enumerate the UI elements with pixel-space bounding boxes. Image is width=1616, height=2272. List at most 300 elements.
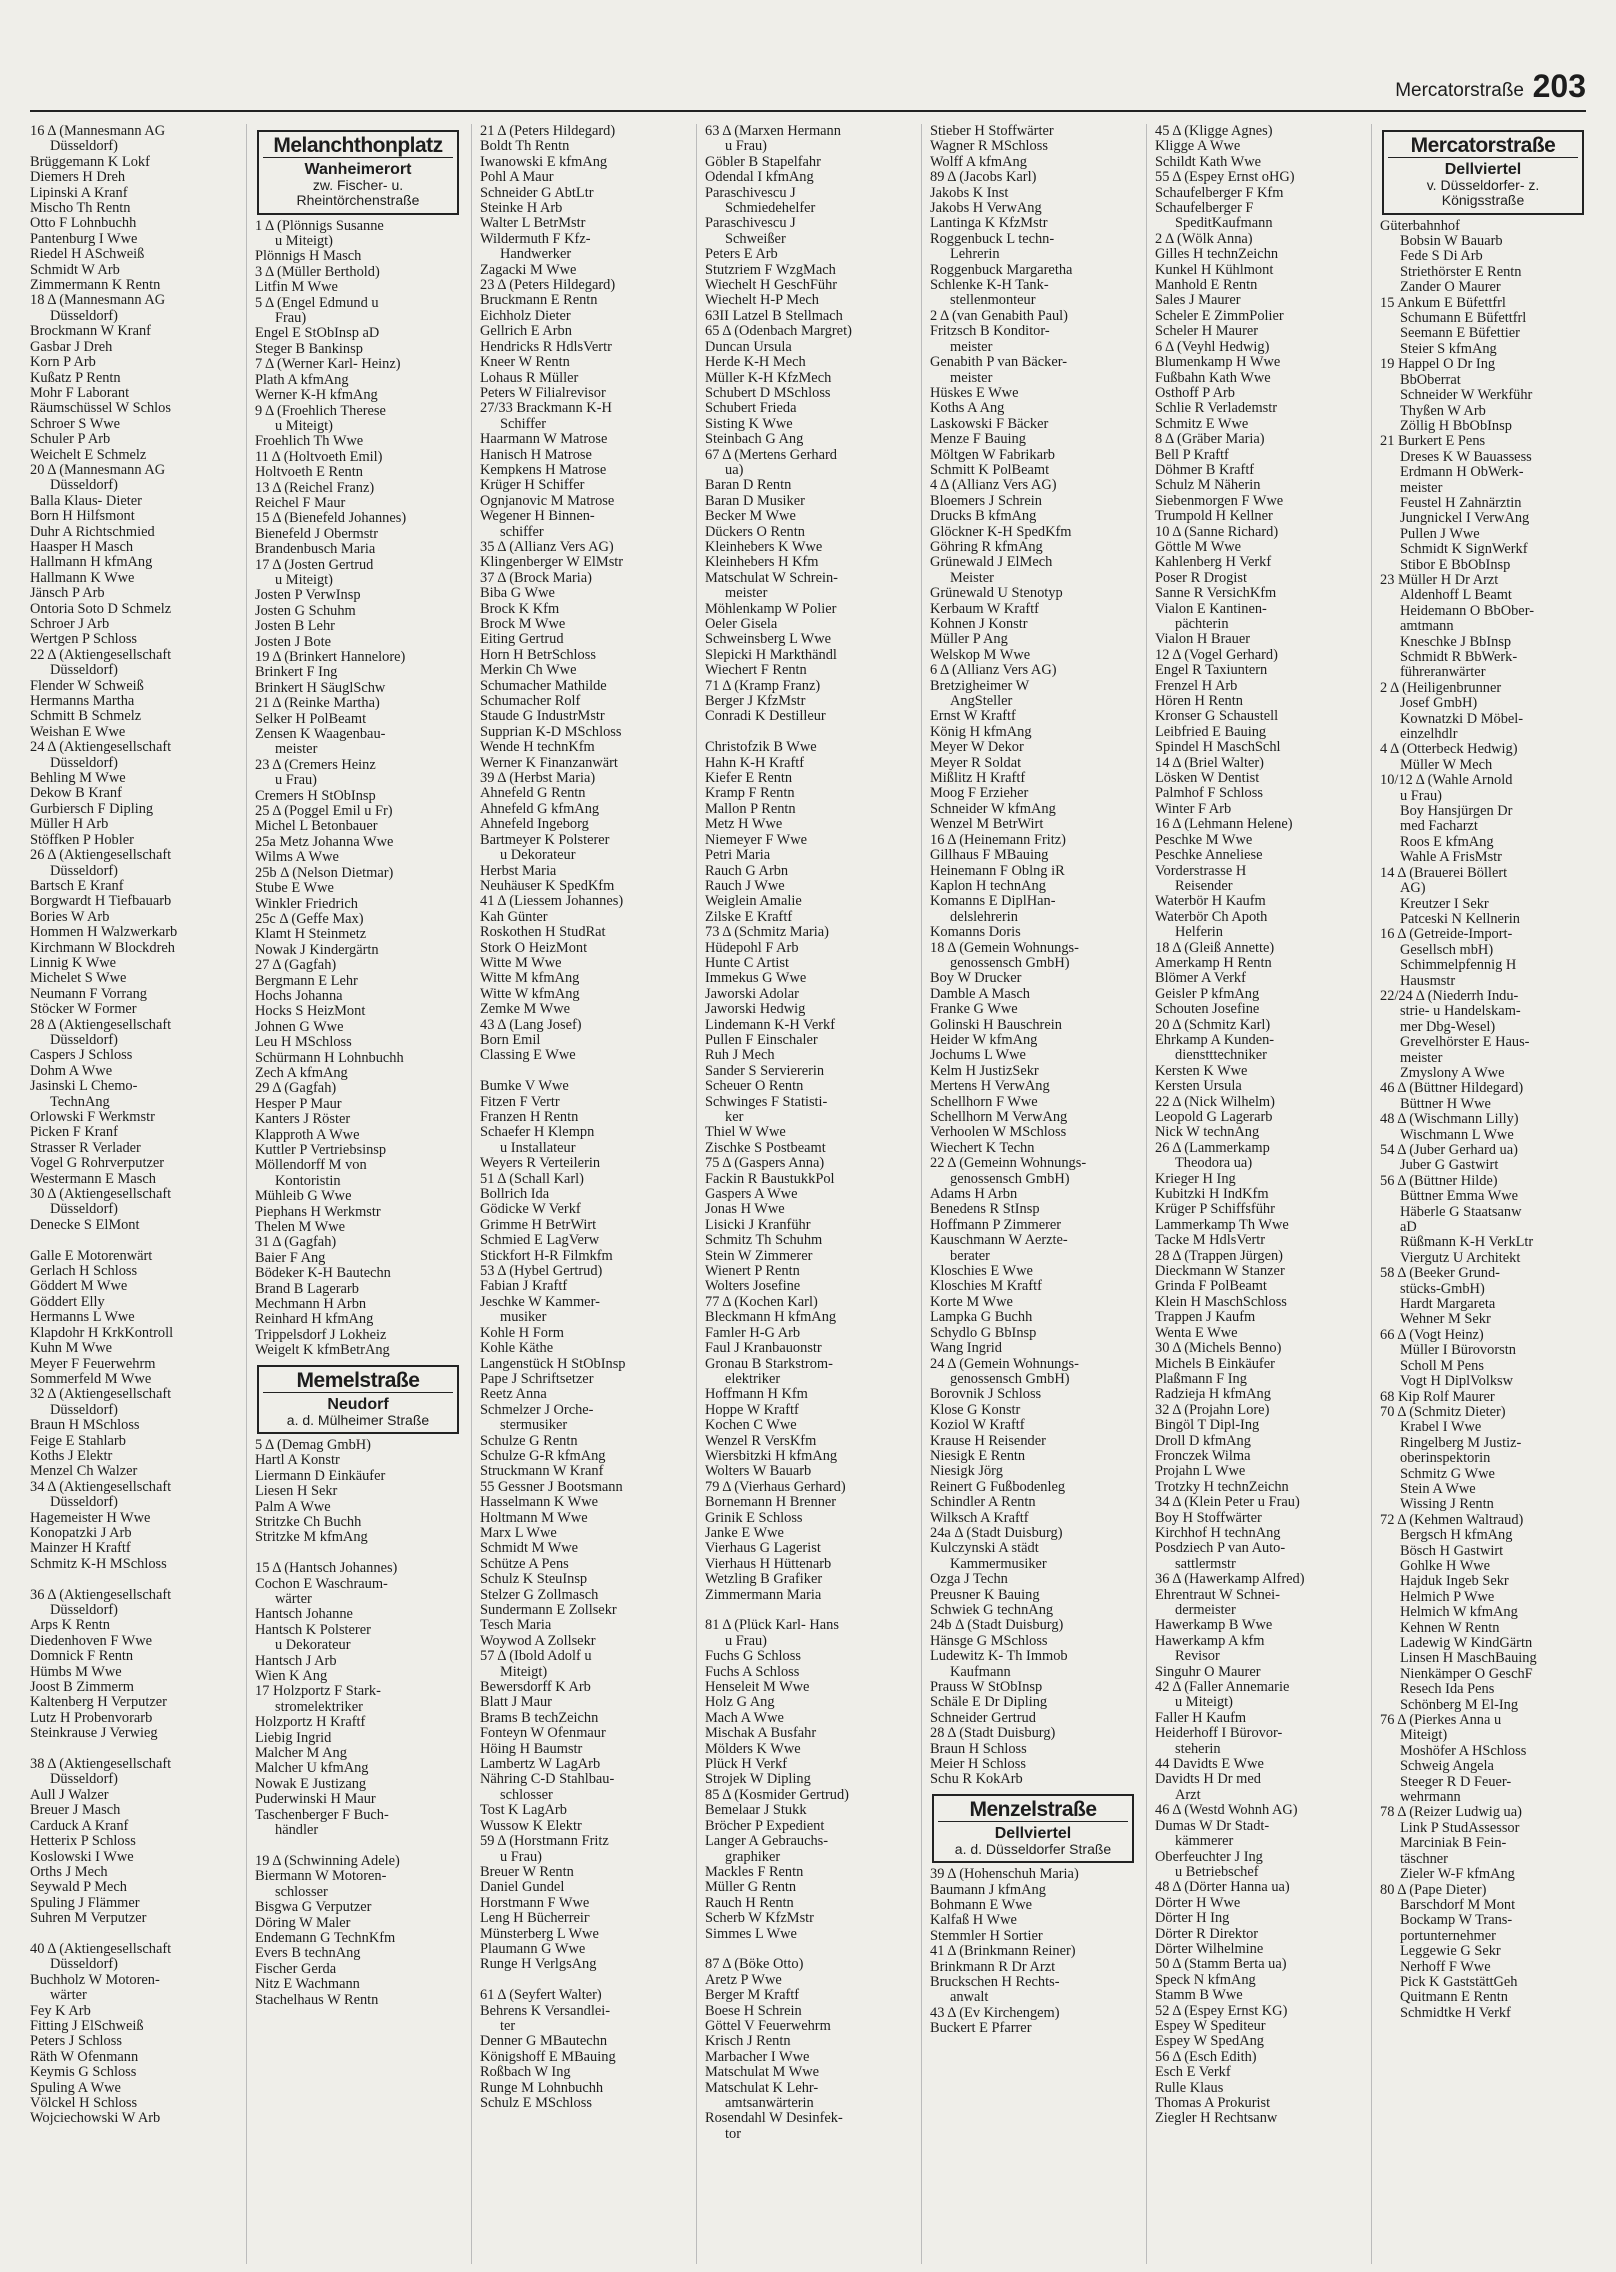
- directory-entry: 26 Δ (Aktiengesellschaft: [30, 848, 172, 864]
- directory-entry: Gilles H technZeichn: [1155, 247, 1279, 263]
- directory-entry: 43 Δ (Ev Kirchengem): [930, 2005, 1060, 2021]
- directory-entry: Mallon P Rentn: [705, 801, 796, 817]
- directory-entry: Kleinhebers H Kfm: [705, 555, 819, 571]
- directory-entry: Stutzriem F WzgMach: [705, 262, 836, 278]
- directory-entry: Vierhaus H Hüttenarb: [705, 1556, 832, 1572]
- directory-entry: Rosendahl W Desinfek-: [705, 2111, 843, 2127]
- directory-entry: BbOberrat: [1400, 372, 1461, 388]
- directory-entry: Joost B Zimmerm: [30, 1680, 134, 1696]
- directory-entry: Witte M kfmAng: [480, 971, 580, 987]
- directory-entry: wehrmann: [1400, 1790, 1461, 1806]
- directory-entry: 43 Δ (Lang Josef): [480, 1017, 582, 1033]
- directory-entry: Stork O HeizMont: [480, 940, 588, 956]
- directory-entry: Stamm B Wwe: [1155, 1988, 1243, 2004]
- directory-entry: 23 Δ (Cremers Heinz: [255, 757, 376, 773]
- directory-entry: 30 Δ (Michels Benno): [1155, 1341, 1282, 1357]
- directory-entry: 40 Δ (Aktiengesellschaft: [30, 1941, 172, 1957]
- directory-entry: Kneschke J BbInsp: [1400, 634, 1512, 650]
- directory-entry: Diedenhoven F Wwe: [30, 1633, 153, 1649]
- directory-entry: Davidts H Dr med: [1155, 1772, 1261, 1788]
- directory-entry: Projahn L Wwe: [1155, 1464, 1246, 1480]
- directory-entry: Manhold E Rentn: [1155, 278, 1258, 294]
- directory-entry: Hendricks R HdlsVertr: [480, 339, 612, 355]
- directory-entry: 81 Δ (Plück Karl- Hans: [705, 1618, 839, 1634]
- directory-entry: u Miteigt): [275, 418, 333, 434]
- directory-entry: Heiderhoff I Bürovor-: [1155, 1726, 1283, 1742]
- directory-entry: Bohmann E Wwe: [930, 1897, 1033, 1913]
- directory-entry: 56 Δ (Büttner Hilde): [1380, 1173, 1498, 1189]
- directory-entry: Kronser G Schaustell: [1155, 709, 1279, 725]
- directory-entry: Theodora ua): [1175, 1156, 1253, 1172]
- directory-entry: Riedel H ASchweiß: [30, 247, 145, 263]
- directory-entry: Breuer J Masch: [30, 1803, 121, 1819]
- directory-entry: Zensen K Waagenbau-: [255, 727, 386, 743]
- directory-entry: Koths A Ang: [930, 401, 1005, 417]
- directory-entry: 80 Δ (Pape Dieter): [1380, 1882, 1487, 1898]
- directory-entry: Spindel H MaschSchl: [1155, 740, 1281, 756]
- directory-entry: 41 Δ (Liessem Johannes): [480, 894, 624, 910]
- directory-entry: Reinhard H kfmAng: [255, 1312, 374, 1328]
- street-section-header: [1382, 130, 1584, 215]
- directory-column-4: [696, 124, 911, 2264]
- directory-entry: Göhring R kfmAng: [930, 539, 1043, 555]
- directory-entry: Kußatz P Rentn: [30, 370, 121, 386]
- directory-entry: Schmidt K SignWerkf: [1400, 542, 1528, 558]
- directory-entry: Wolters Josefine: [705, 1279, 801, 1295]
- directory-entry: Vialon E Kantinen-: [1155, 601, 1267, 617]
- directory-entry: Werner K-H kfmAng: [255, 388, 378, 404]
- directory-entry: Trippelsdorf J Lokheiz: [255, 1327, 387, 1343]
- directory-entry: 5 Δ (Engel Edmund u: [255, 295, 379, 311]
- directory-entry: Simmes L Wwe: [705, 1926, 797, 1942]
- directory-entry: Matschulat K Lehr-: [705, 2080, 819, 2096]
- directory-entry: Daniel Gundel: [480, 1880, 565, 1896]
- directory-entry: Kunkel H Kühlmont: [1155, 262, 1274, 278]
- directory-entry: sattlermstr: [1175, 1556, 1236, 1572]
- directory-entry: Hallmann H kfmAng: [30, 555, 153, 571]
- directory-entry: Steinke H Arb: [480, 201, 563, 217]
- directory-entry: Carduck A Kranf: [30, 1818, 129, 1834]
- street-section-header: [257, 130, 459, 215]
- directory-entry: Langer A Gebrauchs-: [705, 1834, 829, 1850]
- street-location: v. Düsseldorfer- z. Königsstraße: [1426, 176, 1540, 209]
- directory-entry: Eichholz Dieter: [480, 308, 571, 324]
- directory-entry: Pohl A Maur: [480, 170, 554, 186]
- directory-entry: anwalt: [950, 1990, 989, 2006]
- directory-entry: Bergmann E Lehr: [255, 973, 358, 989]
- directory-entry: Jänsch P Arb: [30, 586, 105, 602]
- directory-entry: 13 Δ (Reichel Franz): [255, 480, 375, 496]
- directory-entry: Schumacher Mathilde: [480, 678, 607, 694]
- directory-entry: Krabel I Wwe: [1400, 1420, 1482, 1436]
- directory-entry: Wertgen P Schloss: [30, 632, 138, 648]
- directory-entry: Vierhaus G Lagerist: [705, 1541, 821, 1557]
- directory-entry: Bloemers J Schrein: [930, 493, 1042, 509]
- directory-entry: Peters J Schloss: [30, 2034, 122, 2050]
- directory-entry: Fitzen F Vertr: [480, 1094, 560, 1110]
- directory-entry: Meier H Schloss: [930, 1757, 1026, 1773]
- directory-entry: 1 Δ (Plönnigs Susanne: [255, 218, 384, 234]
- directory-entry: Klein H MaschSchloss: [1155, 1294, 1287, 1310]
- directory-entry: u Dekorateur: [500, 848, 576, 864]
- directory-entry: Heider W kfmAng: [930, 1032, 1038, 1048]
- directory-entry: 66 Δ (Vogt Heinz): [1380, 1327, 1484, 1343]
- directory-entry: Fronczek Wilma: [1155, 1448, 1251, 1464]
- directory-entry: Schellhorn M VerwAng: [930, 1110, 1068, 1125]
- directory-entry: Born Emil: [480, 1032, 541, 1048]
- directory-entry: [30, 1233, 236, 1248]
- directory-entry: Ludewitz K- Th Immob: [930, 1649, 1068, 1665]
- directory-entry: Michel L Betonbauer: [255, 819, 378, 835]
- directory-entry: u Frau): [725, 139, 767, 155]
- directory-entry: Gellrich E Arbn: [480, 324, 572, 340]
- directory-entry: Lehrerin: [950, 247, 1000, 263]
- directory-entry: Mischak A Busfahr: [705, 1726, 817, 1742]
- directory-entry: Trumpold H Kellner: [1155, 509, 1273, 525]
- directory-entry: Bruckschen H Rechts-: [930, 1974, 1060, 1990]
- directory-entry: Schouten Josefine: [1155, 1002, 1260, 1018]
- directory-entry: Josten G Schuhm: [255, 603, 356, 619]
- directory-entry: Müller I Bürovorstn: [1400, 1343, 1516, 1359]
- directory-entry: Müller K-H KfzMech: [705, 370, 832, 386]
- directory-entry: Krüger H Schiffer: [480, 478, 585, 494]
- directory-entry: Frau): [275, 311, 307, 327]
- directory-entry: Wojciechowski W Arb: [30, 2111, 161, 2127]
- directory-entry: 25a Metz Johanna Wwe: [255, 834, 394, 850]
- directory-entry: 22 Δ (Nick Wilhelm): [1155, 1094, 1275, 1110]
- directory-entry: 32 Δ (Aktiengesellschaft: [30, 1387, 172, 1403]
- directory-entry: Mohr F Laborant: [30, 385, 130, 401]
- directory-entry: täschner: [1400, 1851, 1448, 1867]
- directory-entry: Reetz Anna: [480, 1387, 547, 1403]
- directory-entry: Biba G Wwe: [480, 586, 555, 602]
- directory-entry: Wehner M Sekr: [1400, 1312, 1491, 1328]
- directory-entry: Strasser R Verlader: [30, 1140, 141, 1156]
- directory-entry: 18 Δ (Gemein Wohnungs-: [930, 940, 1079, 956]
- directory-column-1: [30, 124, 236, 2264]
- directory-entry: Kerbaum W Kraftf: [930, 601, 1039, 617]
- directory-entry: Witte W kfmAng: [480, 986, 580, 1002]
- directory-entry: Nick W technAng: [1155, 1125, 1260, 1141]
- directory-entry: Schmiedehelfer: [725, 201, 816, 217]
- directory-entry: Mackles F Rentn: [705, 1864, 804, 1880]
- directory-entry: Werner K Finanzanwärt: [480, 755, 618, 771]
- directory-entry: Amerkamp H Rentn: [1155, 955, 1272, 971]
- directory-entry: Zagacki M Wwe: [480, 262, 577, 278]
- directory-entry: 16 Δ (Lehmann Helene): [1155, 817, 1293, 833]
- directory-entry: Roskothen H StudRat: [480, 925, 606, 941]
- directory-entry: 73 Δ (Schmitz Maria): [705, 925, 829, 941]
- directory-entry: Pantenburg I Wwe: [30, 231, 138, 247]
- directory-entry: Conradi K Destilleur: [705, 709, 826, 725]
- directory-entry: 16 Δ (Heinemann Fritz): [930, 832, 1066, 848]
- directory-entry: Brandenbusch Maria: [255, 542, 376, 558]
- directory-entry: Johnen G Wwe: [255, 1019, 344, 1035]
- directory-entry: Grinik E Schloss: [705, 1510, 803, 1526]
- directory-entry: 79 Δ (Vierhaus Gerhard): [705, 1479, 846, 1495]
- directory-entry: Schumacher Rolf: [480, 694, 581, 710]
- directory-entry: Schulze G Rentn: [480, 1433, 578, 1449]
- directory-entry: Holtmann M Wwe: [480, 1510, 588, 1526]
- directory-entry: 17 Δ (Josten Gertrud: [255, 557, 374, 573]
- directory-entry: Nitz E Wachmann: [255, 1977, 360, 1993]
- directory-entry: führeranwärter: [1400, 665, 1486, 681]
- street-location: a. d. Mülheimer Straße: [286, 1411, 430, 1428]
- directory-entry: schlosser: [500, 1787, 553, 1803]
- directory-entry: Völckel H Schloss: [30, 2096, 138, 2111]
- directory-entry: Behling M Wwe: [30, 771, 126, 787]
- directory-entry: Göttle M Wwe: [1155, 539, 1242, 555]
- directory-entry: Petri Maria: [705, 848, 771, 864]
- directory-entry: Weichelt E Schmelz: [30, 447, 147, 463]
- directory-entry: Wien K Ang: [255, 1669, 328, 1684]
- directory-entry: Lambertz W LagArb: [480, 1757, 601, 1773]
- directory-entry: Hardt Margareta: [1400, 1297, 1496, 1313]
- directory-entry: Düsseldorf): [50, 1772, 118, 1788]
- directory-entry: 34 Δ (Klein Peter u Frau): [1155, 1495, 1300, 1511]
- directory-entry: Hoppe W Kraftf: [705, 1402, 799, 1418]
- directory-entry: Bingöl T Dipl-Ing: [1155, 1418, 1260, 1434]
- directory-entry: 17 Holzportz F Stark-: [255, 1684, 381, 1700]
- directory-entry: Holz G Ang: [705, 1695, 775, 1711]
- directory-entry: graphiker: [725, 1849, 781, 1865]
- directory-entry: Kersten Ursula: [1155, 1079, 1242, 1095]
- directory-entry: kämmerer: [1175, 1834, 1234, 1850]
- directory-entry: Stieber H Stoffwärter: [930, 124, 1054, 139]
- directory-entry: Leu H MSchloss: [255, 1035, 352, 1051]
- directory-entry: Schaufelberger F: [1155, 201, 1254, 217]
- directory-entry: Gurbiersch F Dipling: [30, 801, 154, 817]
- directory-entry: Zischke S Postbeamt: [705, 1140, 826, 1156]
- directory-entry: schiffer: [500, 524, 544, 540]
- directory-entry: 15 Ankum E Büfettfrl: [1380, 295, 1506, 311]
- directory-entry: Stachelhaus W Rentn: [255, 1992, 379, 2008]
- directory-entry: Kochen C Wwe: [705, 1418, 797, 1434]
- directory-entry: Reichel F Maur: [255, 495, 346, 511]
- directory-entry: Hallmann K Wwe: [30, 570, 135, 586]
- directory-entry: Cochon E Waschraum-: [255, 1576, 388, 1592]
- directory-entry: 20 Δ (Mannesmann AG: [30, 462, 166, 478]
- directory-entry: Leibfried E Bauing: [1155, 724, 1267, 740]
- directory-entry: Liesen H Sekr: [255, 1484, 338, 1500]
- directory-entry: Ruh J Mech: [705, 1048, 775, 1064]
- directory-entry: Cremers H StObInsp: [255, 788, 376, 804]
- directory-entry: Vogel G Rohrverputzer: [30, 1156, 165, 1172]
- directory-entry: Ontoria Soto D Schmelz: [30, 601, 172, 617]
- directory-entry: 27/33 Brackmann K-H: [480, 401, 612, 417]
- directory-entry: 72 Δ (Kehmen Waltraud): [1380, 1512, 1524, 1528]
- directory-entry: Möllendorff M von: [255, 1158, 367, 1174]
- directory-entry: Schildt Kath Wwe: [1155, 154, 1262, 170]
- directory-entry: Koslowski I Wwe: [30, 1849, 134, 1865]
- directory-entry: Haarmann W Matrose: [480, 432, 608, 448]
- directory-entry: Kelm H JustizSekr: [930, 1063, 1039, 1079]
- directory-entry: Barschdorf M Mont: [1400, 1897, 1516, 1913]
- directory-entry: Räth W Ofenmann: [30, 2049, 139, 2065]
- directory-entry: 4 Δ (Allianz Vers AG): [930, 478, 1057, 494]
- directory-entry: Borgwardt H Tiefbauarb: [30, 894, 172, 910]
- directory-entry: Wolff A kfmAng: [930, 154, 1027, 170]
- directory-entry: stromelektriker: [275, 1699, 363, 1715]
- directory-entry: Helmich P Wwe: [1400, 1589, 1495, 1605]
- directory-entry: Müller G Rentn: [705, 1880, 797, 1896]
- directory-entry: Eiting Gertrud: [480, 632, 564, 648]
- directory-entry: 28 Δ (Stadt Duisburg): [930, 1726, 1056, 1742]
- directory-entry: Steinkrause J Verwieg: [30, 1726, 158, 1742]
- directory-entry: Brockmann W Kranf: [30, 324, 151, 340]
- directory-entry: meister: [950, 339, 993, 355]
- directory-entry: 15 Δ (Hantsch Johannes): [255, 1561, 398, 1577]
- directory-entry: Liermann D Einkäufer: [255, 1468, 386, 1484]
- directory-entry: Schiffer: [500, 416, 547, 432]
- directory-entry: Lösken W Dentist: [1155, 771, 1260, 787]
- directory-entry: Düsseldorf): [50, 663, 118, 679]
- directory-entry: Korn P Arb: [30, 355, 96, 371]
- directory-entry: Boese H Schrein: [705, 2003, 802, 2019]
- directory-entry: Kreutzer I Sekr: [1400, 896, 1489, 912]
- directory-entry: Janke E Wwe: [705, 1525, 784, 1541]
- directory-entry: händler: [275, 1823, 319, 1839]
- directory-entry: Linsen H MaschBauing: [1400, 1651, 1537, 1667]
- directory-entry: u Miteigt): [1175, 1695, 1233, 1711]
- directory-entry: Bergsch H kfmAng: [1400, 1528, 1513, 1544]
- directory-entry: wärter: [50, 1988, 87, 2004]
- directory-entry: 42 Δ (Faller Annemarie: [1155, 1680, 1290, 1696]
- directory-entry: 18 Δ (Mannesmann AG: [30, 293, 166, 309]
- directory-entry: 24a Δ (Stadt Duisburg): [930, 1525, 1063, 1541]
- directory-entry: Tost K LagArb: [480, 1803, 567, 1819]
- directory-entry: Bewersdorff K Arb: [480, 1680, 591, 1696]
- street-title: Melanchthonplatz: [263, 138, 453, 158]
- directory-entry: Kneer W Rentn: [480, 355, 570, 371]
- directory-entry: genossensch GmbH): [950, 1171, 1070, 1187]
- directory-entry: Boy Hansjürgen Dr: [1400, 804, 1513, 820]
- directory-entry: Stöcker W Former: [30, 1002, 137, 1018]
- directory-entry: Koziol W Kraftf: [930, 1418, 1025, 1434]
- directory-entry: Schweißer: [725, 231, 786, 247]
- directory-entry: Josten P VerwInsp: [255, 588, 361, 604]
- directory-entry: Schönberg M El-Ing: [1400, 1697, 1519, 1713]
- directory-entry: Neumann F Vorrang: [30, 986, 147, 1002]
- directory-entry: Kersten K Wwe: [1155, 1063, 1248, 1079]
- directory-entry: Hümbs M Wwe: [30, 1664, 122, 1680]
- directory-entry: Christofzik B Wwe: [705, 740, 817, 756]
- directory-entry: Grevelhörster E Haus-: [1400, 1035, 1530, 1051]
- directory-entry: 57 Δ (Ibold Adolf u: [480, 1649, 592, 1665]
- directory-entry: Dückers O Rentn: [705, 524, 805, 540]
- directory-entry: Roggenbuck L techn-: [930, 231, 1055, 247]
- directory-entry: Arps K Rentn: [30, 1618, 110, 1634]
- directory-entry: [705, 725, 911, 740]
- directory-entry: Balla Klaus- Dieter: [30, 493, 142, 509]
- directory-entry: Scheler H Maurer: [1155, 324, 1259, 340]
- directory-entry: Steeger R D Feuer-: [1400, 1774, 1512, 1790]
- directory-entry: Espey W SpedAng: [1155, 2034, 1264, 2050]
- directory-entry: Stein A Wwe: [1400, 1481, 1476, 1497]
- directory-entry: Gronau B Starkstrom-: [705, 1356, 833, 1372]
- directory-entry: 23 Müller H Dr Arzt: [1380, 572, 1499, 588]
- directory-entry: Kanters J Röster: [255, 1112, 351, 1128]
- directory-entry: Fußbahn Kath Wwe: [1155, 370, 1271, 386]
- directory-entry: Hawerkamp B Wwe: [1155, 1618, 1273, 1634]
- directory-entry: Michels B Einkäufer: [1155, 1356, 1275, 1372]
- directory-entry: Runge H VerlgsAng: [480, 1957, 597, 1973]
- directory-entry: Immekus G Wwe: [705, 971, 807, 987]
- directory-entry: Witte M Wwe: [480, 955, 562, 971]
- directory-entry: Bleckmann H kfmAng: [705, 1310, 837, 1326]
- directory-entry: Rulle Klaus: [1155, 2080, 1224, 2096]
- directory-entry: Hawerkamp A kfm: [1155, 1633, 1265, 1649]
- directory-entry: Baran D Musiker: [705, 493, 805, 509]
- directory-entry: stellenmonteur: [950, 293, 1036, 309]
- directory-entry: genossensch GmbH): [950, 1371, 1070, 1387]
- directory-entry: Plück H Verkf: [705, 1757, 788, 1773]
- directory-entry: Siebenmorgen F Wwe: [1155, 493, 1284, 509]
- directory-entry: Classing E Wwe: [480, 1048, 576, 1064]
- directory-entry: Jaworski Adolar: [705, 986, 799, 1002]
- directory-entry: Zander O Maurer: [1400, 280, 1501, 296]
- directory-entry: 53 Δ (Hybel Gertrud): [480, 1264, 603, 1280]
- directory-entry: Vialon H Brauer: [1155, 632, 1251, 648]
- directory-columns: [30, 124, 1586, 2264]
- directory-entry: Plaßmann F Ing: [1155, 1371, 1247, 1387]
- directory-entry: Hoffmann H Kfm: [705, 1387, 808, 1403]
- directory-entry: Grinda F PolBeamt: [1155, 1279, 1267, 1295]
- directory-entry: 59 Δ (Horstmann Fritz: [480, 1834, 609, 1850]
- directory-entry: aD: [1400, 1220, 1417, 1236]
- directory-entry: Döhmer B Kraftf: [1155, 462, 1255, 478]
- directory-entry: [255, 1838, 461, 1853]
- directory-entry: Roos E kfmAng: [1400, 834, 1494, 850]
- directory-entry: [705, 1942, 911, 1957]
- directory-entry: tor: [725, 2126, 741, 2142]
- directory-entry: 52 Δ (Espey Ernst KG): [1155, 2003, 1288, 2019]
- directory-entry: Mainzer H Kraftf: [30, 1541, 131, 1557]
- directory-entry: 23 Δ (Peters Hildegard): [480, 278, 616, 294]
- directory-entry: Baier F Ang: [255, 1250, 326, 1266]
- directory-entry: Ozga J Techn: [930, 1572, 1008, 1588]
- directory-entry: u Frau): [275, 773, 317, 789]
- directory-entry: Arzt: [1175, 1787, 1201, 1803]
- directory-entry: Westermann E Masch: [30, 1171, 156, 1187]
- directory-entry: Faller H Kaufm: [1155, 1710, 1247, 1726]
- directory-entry: einzelhdlr: [1400, 727, 1458, 743]
- directory-entry: Thiel W Wwe: [705, 1125, 786, 1141]
- directory-entry: Welskop M Wwe: [930, 647, 1031, 663]
- directory-entry: Moshöfer A HSchloss: [1400, 1743, 1527, 1759]
- directory-entry: Brinkert F Ing: [255, 665, 338, 681]
- directory-entry: Bories W Arb: [30, 909, 110, 925]
- directory-entry: Spuling A Wwe: [30, 2080, 121, 2096]
- directory-entry: Peschke Anneliese: [1155, 848, 1263, 864]
- directory-entry: 87 Δ (Böke Otto): [705, 1957, 804, 1973]
- directory-entry: u Betriebschef: [1175, 1864, 1259, 1880]
- directory-entry: Schmitt K PolBeamt: [930, 462, 1050, 478]
- directory-entry: Schmitz K-H MSchloss: [30, 1556, 167, 1572]
- directory-entry: u Miteigt): [275, 234, 333, 250]
- directory-entry: Hetterix P Schloss: [30, 1834, 136, 1850]
- directory-entry: Zmyslony A Wwe: [1400, 1065, 1505, 1081]
- directory-entry: Dörter R Direktor: [1155, 1926, 1259, 1942]
- directory-entry: Müller W Mech: [1400, 757, 1493, 773]
- directory-entry: Stritzke M kfmAng: [255, 1530, 368, 1546]
- directory-entry: Mölders K Wwe: [705, 1741, 801, 1757]
- directory-entry: Nienkämper O GeschF: [1400, 1666, 1533, 1682]
- directory-entry: Fey K Arb: [30, 2003, 91, 2019]
- directory-entry: Schulz M Näherin: [1155, 478, 1261, 494]
- directory-entry: 77 Δ (Kochen Karl): [705, 1294, 818, 1310]
- directory-entry: Krause H Reisender: [930, 1433, 1046, 1449]
